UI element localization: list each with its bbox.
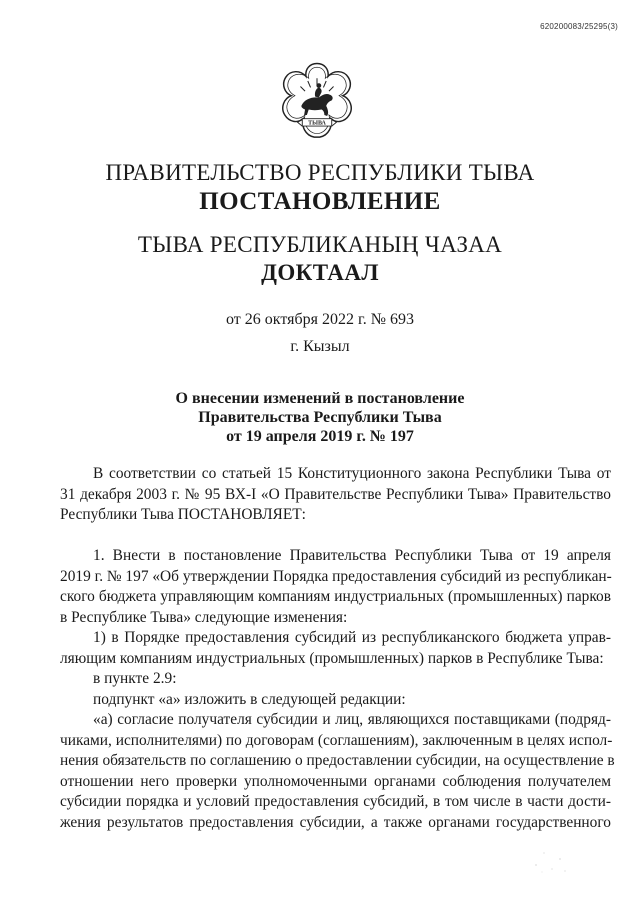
text-line: ляющим компаниям индустриальных (промышленных) парков в Республике Тыва:	[60, 649, 604, 667]
text-line: 1. Внести в постановление Правительства Республики Тыва от 19 апреля	[93, 547, 611, 564]
text-line: подпункт «а» изложить в следующей редакции:	[93, 690, 406, 708]
scan-speckle-icon	[530, 845, 570, 875]
text-line: субсидии порядка и условий предоставления субсидий, в том числе в части дости-	[60, 793, 611, 810]
decree-subject	[0, 389, 640, 446]
text-line: 31 декабря 2003 г. № 95 ВХ-I «О Правительстве Республики Тыва» Правительство	[60, 485, 611, 503]
tuva-emblem-icon	[271, 58, 363, 150]
government-title-tyv: ТЫВА РЕСПУБЛИКАНЫҢ ЧАЗАА	[137, 232, 503, 257]
text-line: 2019 г. № 197 «Об утверждении Порядка предоставления субсидий из республикан-	[60, 567, 612, 585]
decree-city: г. Кызыл	[290, 338, 350, 355]
preamble-paragraph	[60, 464, 611, 526]
decree-body	[60, 546, 615, 833]
text-line: в пункте 2.9:	[93, 670, 177, 687]
text-line: ского бюджета управляющим компаниям индустриальных (промышленных) парков	[60, 588, 611, 605]
text-line: Республики Тыва ПОСТАНОВЛЯЕТ:	[60, 506, 306, 523]
subject-line: Правительства Республики Тыва	[198, 409, 442, 426]
text-line: чиками, исполнителями) по договорам (соглашениям), заключенным в целях испол-	[60, 731, 613, 749]
text-line: отношении него проверки уполномоченными органами соблюдения получателем	[60, 772, 611, 790]
decree-title-tyv: ДОКТААЛ	[261, 260, 379, 285]
text-line: в Республике Тыва» следующие изменения:	[60, 608, 348, 626]
subject-line: О внесении изменений в постановление	[175, 390, 465, 407]
document-id: 620200083/25295(3)	[540, 22, 618, 31]
text-line: нения обязательств по соглашению о предоставлении субсидии, на осуществление в	[60, 752, 615, 769]
government-title-ru: ПРАВИТЕЛЬСТВО РЕСПУБЛИКИ ТЫВА	[105, 160, 535, 185]
text-line: 1) в Порядке предоставления субсидий из республиканского бюджета управ-	[93, 629, 611, 646]
decree-date-number: от 26 октября 2022 г. № 693	[225, 311, 414, 328]
subject-line: от 19 апреля 2019 г. № 197	[226, 428, 414, 445]
text-line: жения результатов предоставления субсидии, а также органами государственного	[60, 813, 611, 831]
emblem-ribbon-text: ТЫВА	[308, 120, 326, 127]
decree-title-ru: ПОСТАНОВЛЕНИЕ	[199, 188, 441, 215]
text-line: «а) согласие получателя субсидии и лиц, являющихся поставщиками (подряд-	[93, 711, 611, 728]
text-line: В соответствии со статьей 15 Конституционного закона Республики Тыва от	[93, 465, 611, 482]
